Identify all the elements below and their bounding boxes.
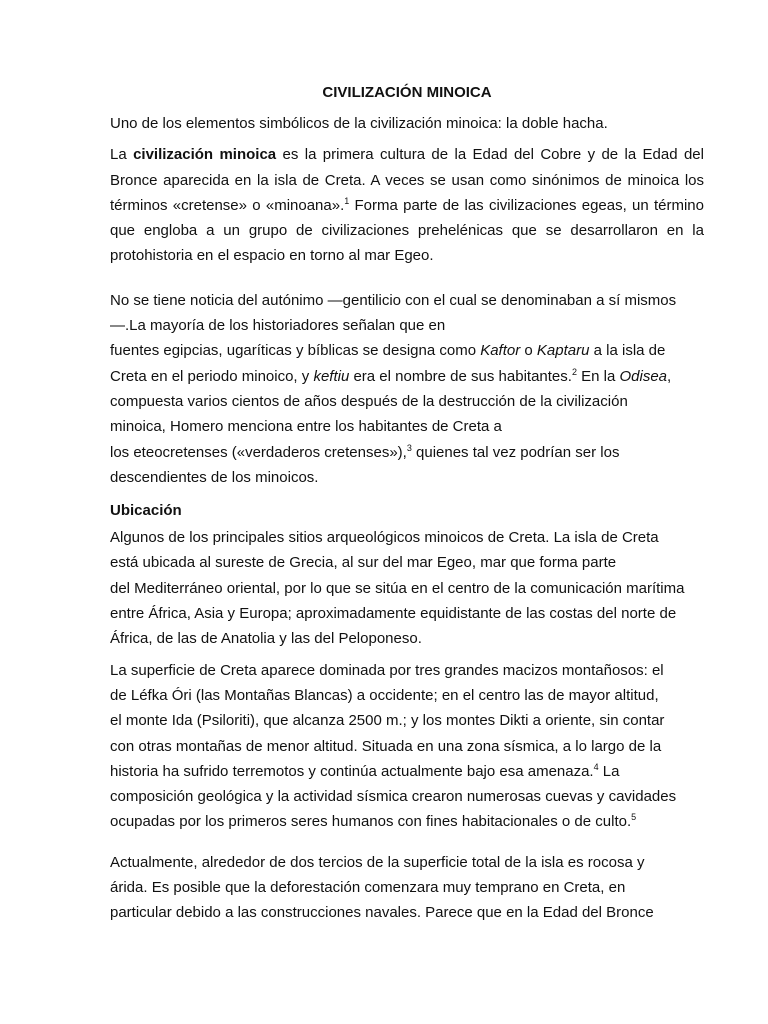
text-line: Algunos de los principales sitios arqueológicos minoicos de Creta. La isla de Creta [110,529,659,547]
text-line: Actualmente, alrededor de dos tercios de la superficie total de la isla es rocosa y [110,853,645,871]
footnote-ref-4[interactable]: 4 [593,761,599,772]
footnote-ref-2[interactable]: 2 [571,366,577,377]
text-line: particular debido a las construcciones navales. Parece que en la Edad del Bronce [110,904,654,922]
paragraph-ubicacion [110,525,704,651]
footnote-ref-5[interactable]: 5 [631,812,637,823]
text-line: África, de las de Anatolia y las del Peloponeso. [110,630,422,648]
text-run: Forma parte de las civilizaciones egeas, un término que engloba a un grupo de civilizaciones prehelénicas que se desarrollaron en la protohistoria en el espacio en torno al mar Egeo. [110,196,704,265]
section-heading-ubicacion: Ubicación [110,502,182,520]
text-run: fuentes egipcias, ugaríticas y bíblicas se designa como [110,342,481,360]
text-run: a la isla de [589,342,666,360]
text-run: quienes tal vez podrían ser los [411,443,620,461]
text-line: con otras montañas de menor altitud. Situada en una zona sísmica, a lo largo de la [110,737,662,755]
paragraph-relieve [110,658,704,835]
text-run: los eteocretenses («verdaderos cretenses»), [110,443,407,461]
text-run: En la [576,367,620,385]
italic-term: Kaptaru [536,342,590,360]
bold-term: civilización minoica [133,146,277,164]
italic-term: Kaftor [480,342,521,360]
text-run: Creta en el periodo minoico, y [110,367,314,385]
text-line: descendientes de los minoicos. [110,468,319,486]
document-body [110,81,704,926]
text-line: entre África, Asia y Europa; aproximadamente equidistante de las costas del norte de [110,605,677,623]
text-line [110,338,704,363]
footnote-ref-3[interactable]: 3 [406,442,412,453]
text-run: es la primera cultura de la Edad del Cobre y de la Edad del Bronce aparecida en la isla de Creta. A veces se usan como sinónimos de minoica los términos «cretense» o «minoana». [110,146,704,214]
text-run: , [667,367,672,385]
text-run: era el nombre de sus habitantes. [349,367,572,385]
text-run: o [520,342,537,360]
italic-term: Odisea [619,367,668,385]
italic-term: keftiu [313,367,350,385]
text-run: La [110,146,134,164]
paragraph-deforestacion [110,850,704,926]
text-line: del Mediterráneo oriental, por lo que se sitúa en el centro de la comunicación marítima [110,579,685,597]
text-line: La superficie de Creta aparece dominada por tres grandes macizos montañosos: el [110,661,664,679]
text-line: el monte Ida (Psiloriti), que alcanza 2500 m.; y los montes Dikti a oriente, sin contar [110,712,665,730]
text-run: ocupadas por los primeros seres humanos con fines habitacionales o de culto. [110,813,632,831]
text-line: de Léfka Óri (las Montañas Blancas) a occidente; en el centro las de mayor altitud, [110,686,659,704]
text-line: minoica, Homero menciona entre los habitantes de Creta a [110,418,502,436]
paragraph-intro [110,142,704,268]
text-line: está ubicada al sureste de Grecia, al sur del mar Egeo, mar que forma parte [110,554,617,572]
image-caption: Uno de los elementos simbólicos de la civilización minoica: la doble hacha. [110,115,608,132]
document-title: CIVILIZACIÓN MINOICA [322,84,492,101]
text-line [110,440,704,465]
text-line: No se tiene noticia del autónimo —gentilicio con el cual se denominaban a sí mismos [110,291,677,309]
text-line: —.La mayoría de los historiadores señalan que en [110,317,446,335]
text-line: árida. Es posible que la deforestación comenzara muy temprano en Creta, en [110,879,626,897]
text-line: compuesta varios cientos de años después de la destrucción de la civilización [110,392,628,410]
footnote-ref-1[interactable]: 1 [344,195,350,206]
text-run: La [598,762,620,780]
paragraph-autonimo [110,288,704,490]
text-line: composición geológica y la actividad sísmica crearon numerosas cuevas y cavidades [110,788,677,806]
text-run: historia ha sufrido terremotos y continúa actualmente bajo esa amenaza. [110,762,594,780]
text-line [110,759,704,784]
text-line [110,809,704,834]
text-line [110,364,704,389]
